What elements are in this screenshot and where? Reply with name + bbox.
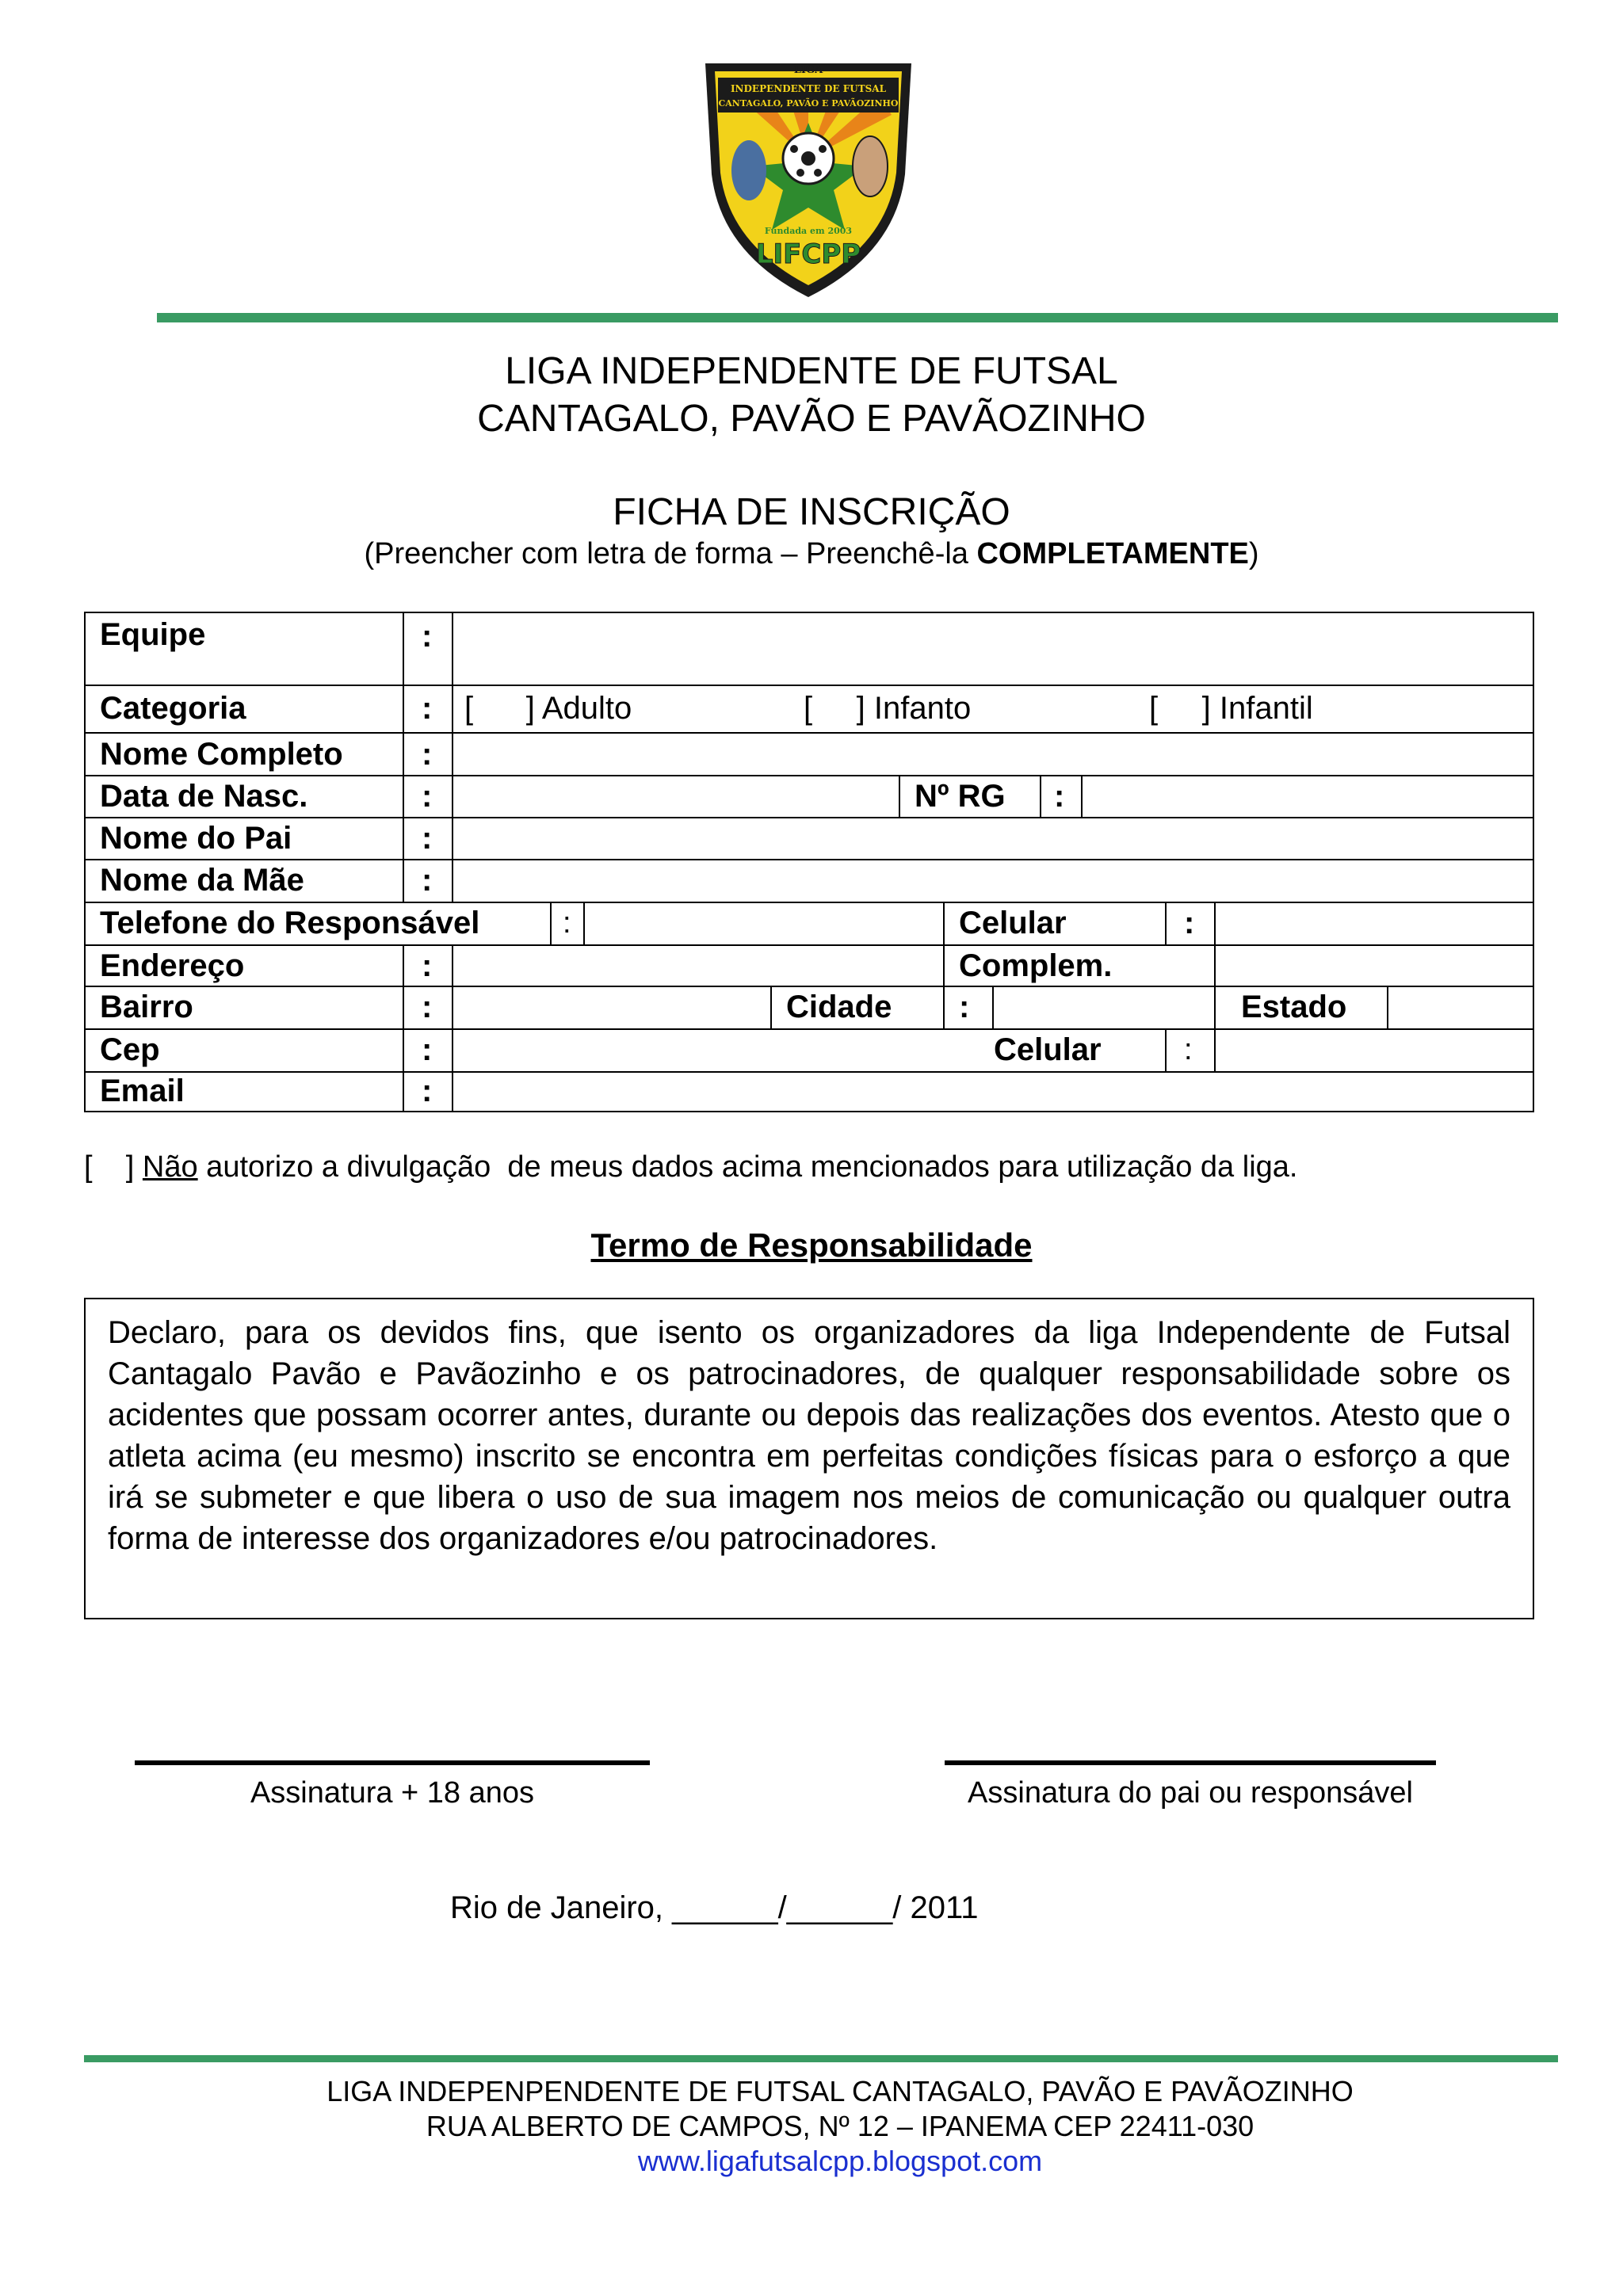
signature-line-guardian[interactable] bbox=[945, 1760, 1436, 1765]
header-divider bbox=[157, 313, 1558, 322]
input-equipe[interactable] bbox=[455, 615, 1533, 683]
input-bairro[interactable] bbox=[455, 987, 769, 1027]
footer-league-name: LIGA INDEPENPENDENTE DE FUTSAL CANTAGALO, PAVÃO E PAVÃOZINHO bbox=[327, 2075, 1354, 2107]
league-name-line2: CANTAGALO, PAVÃO E PAVÃOZINHO bbox=[477, 398, 1146, 440]
logo-banner-line1: INDEPENDENTE DE FUTSAL bbox=[730, 83, 887, 94]
label-telefone: Telefone do Responsável bbox=[100, 906, 480, 940]
checkbox-infanto[interactable]: [ ] Infanto bbox=[804, 691, 972, 726]
form-subtitle: (Preencher com letra de forma – Preenchê-la COMPLETAMENTE) bbox=[364, 537, 1259, 570]
consent-checkbox[interactable]: [ ] Não autorizo a divulgação de meus dados acima mencionados para utilização da liga. bbox=[84, 1150, 1298, 1184]
label-cidade: Cidade bbox=[786, 990, 892, 1024]
label-endereco: Endereço bbox=[100, 948, 245, 983]
logo-top-text: LIGA bbox=[793, 64, 823, 76]
label-bairro: Bairro bbox=[100, 990, 193, 1024]
input-celular-2[interactable] bbox=[1217, 1030, 1533, 1070]
label-email: Email bbox=[100, 1074, 185, 1108]
registration-form: Equipe : Categoria : [ ] Adulto [ ] Infanto [ ] Infantil Nome Completo : Data de Nasc. : Nº RG : Nome do Pai : Nome da Mãe : Telefone do Responsável : Celular : Endereço : Complem. Bairro : Cidade : Estado Cep : Celular : Email : bbox=[84, 612, 1534, 1112]
signature-label-adult: Assinatura + 18 anos bbox=[250, 1776, 535, 1810]
label-equipe: Equipe bbox=[100, 617, 206, 652]
label-celular: Celular bbox=[959, 906, 1067, 940]
input-celular[interactable] bbox=[1217, 903, 1533, 943]
footer-address: RUA ALBERTO DE CAMPOS, Nº 12 – IPANEMA CEP 22411-030 bbox=[426, 2110, 1254, 2142]
label-data-nasc: Data de Nasc. bbox=[100, 779, 308, 814]
input-data-nasc[interactable] bbox=[455, 776, 897, 816]
league-logo bbox=[689, 40, 927, 301]
mascot-icon bbox=[853, 136, 888, 196]
checkbox-infantil[interactable]: [ ] Infantil bbox=[1149, 691, 1313, 726]
label-nome-mae: Nome da Mãe bbox=[100, 863, 304, 898]
input-telefone[interactable] bbox=[586, 903, 941, 943]
termo-title: Termo de Responsabilidade bbox=[590, 1226, 1033, 1264]
checkbox-adulto[interactable]: [ ] Adulto bbox=[464, 691, 632, 726]
signature-line-adult[interactable] bbox=[135, 1760, 650, 1765]
input-rg[interactable] bbox=[1084, 776, 1533, 816]
label-categoria: Categoria bbox=[100, 691, 246, 726]
input-endereco[interactable] bbox=[455, 946, 941, 984]
label-nome-pai: Nome do Pai bbox=[100, 821, 292, 856]
label-rg: Nº RG bbox=[915, 779, 1006, 814]
input-email[interactable] bbox=[455, 1073, 1533, 1111]
date-line: Rio de Janeiro, ______/______/ 2011 bbox=[450, 1890, 979, 1925]
league-name-line1: LIGA INDEPENDENTE DE FUTSAL bbox=[505, 350, 1118, 392]
logo-founded: Fundada em 2003 bbox=[764, 226, 853, 236]
form-title: FICHA DE INSCRIÇÃO bbox=[613, 491, 1010, 533]
input-nome-completo[interactable] bbox=[455, 734, 1533, 773]
footer-website-link[interactable]: www.ligafutsalcpp.blogspot.com bbox=[637, 2145, 1043, 2177]
logo-banner-line2: CANTAGALO, PAVÃO E PAVÃOZINHO bbox=[718, 98, 899, 109]
footer-divider bbox=[84, 2055, 1558, 2062]
signature-label-guardian: Assinatura do pai ou responsável bbox=[968, 1776, 1413, 1810]
input-estado[interactable] bbox=[1390, 987, 1533, 1027]
logo-acronym: LIFCPP bbox=[755, 238, 861, 270]
input-nome-pai[interactable] bbox=[455, 818, 1533, 858]
input-cidade[interactable] bbox=[995, 987, 1212, 1027]
termo-text: Declaro, para os devidos fins, que isento os organizadores da liga Independente de Futsal Cantagalo Pavão e Pavãozinho e os patrocinadores, de qualquer responsabilidade sobre os acidentes que possam ocorrer antes, durante ou depois das realizações dos eventos. Atesto que o atleta acima (eu mesmo) inscrito se encontra em perfeitas condições físicas para o esforço a que irá se submeter e que libera o uso de sua imagem nos meios de comunicação ou qualquer outra forma de interesse dos organizadores e/ou patrocinadores. bbox=[108, 1315, 1510, 1556]
label-estado: Estado bbox=[1241, 990, 1347, 1024]
termo-box bbox=[84, 1298, 1534, 1619]
label-nome-completo: Nome Completo bbox=[100, 737, 343, 772]
label-cep: Cep bbox=[100, 1032, 160, 1067]
input-complem[interactable] bbox=[1217, 946, 1533, 984]
label-celular-2: Celular bbox=[994, 1032, 1102, 1067]
input-nome-mae[interactable] bbox=[455, 860, 1533, 900]
label-complem: Complem. bbox=[959, 948, 1113, 983]
input-cep[interactable] bbox=[455, 1030, 941, 1070]
peacock-icon bbox=[731, 140, 766, 200]
